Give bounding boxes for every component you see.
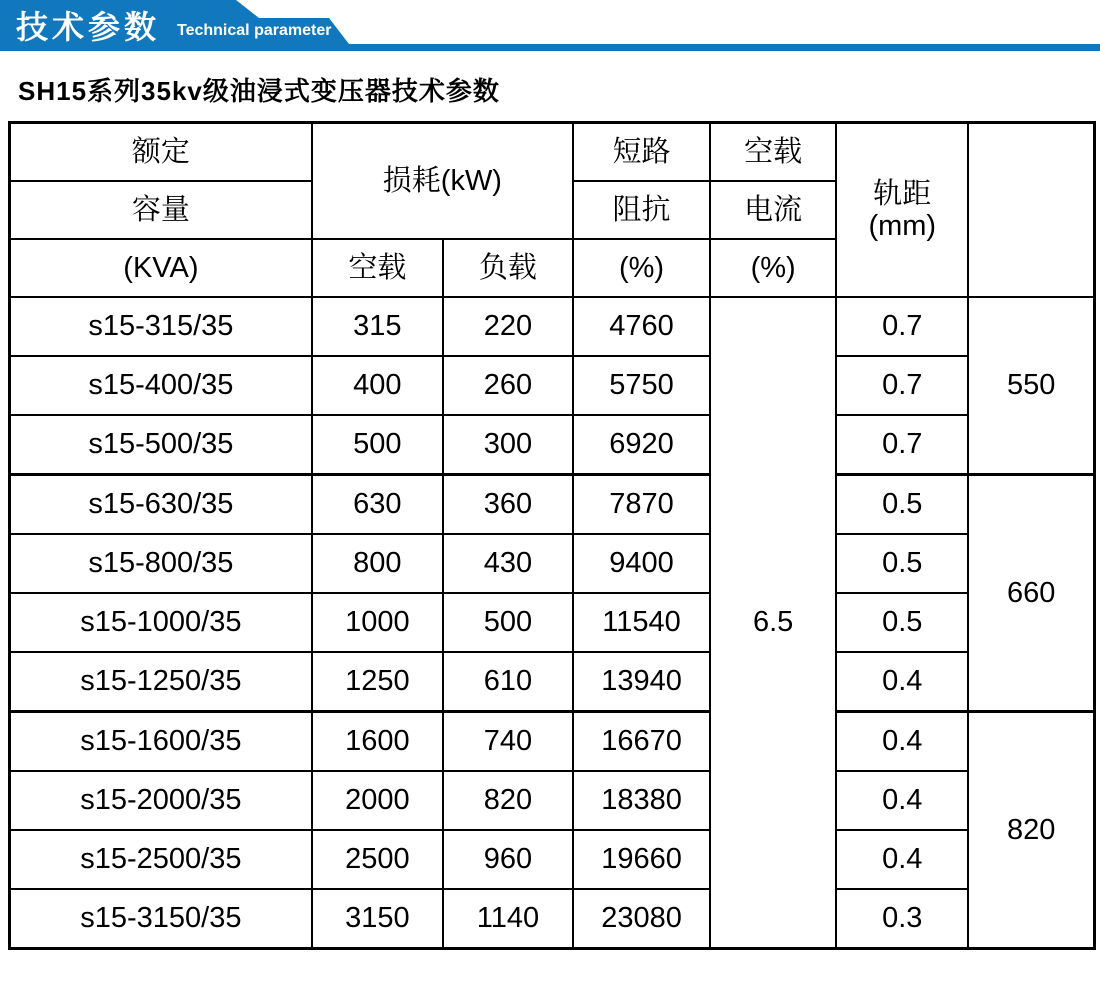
banner-title: 技术参数 xyxy=(16,9,161,45)
impedance-cell: 23080 xyxy=(573,889,710,949)
impedance-cell: 7870 xyxy=(573,475,710,535)
noload-loss-cell: 3150 xyxy=(312,889,443,949)
gauge-cell: 0.7 xyxy=(836,297,968,356)
noload-loss-cell: 315 xyxy=(312,297,443,356)
load-loss-cell: 360 xyxy=(443,475,573,535)
unlabeled-value-cell: 660 xyxy=(968,475,1094,712)
model-cell: s15-2000/35 xyxy=(10,771,312,830)
gauge-cell: 0.7 xyxy=(836,356,968,415)
model-cell: s15-2500/35 xyxy=(10,830,312,889)
gauge-cell: 0.5 xyxy=(836,593,968,652)
load-loss-cell: 260 xyxy=(443,356,573,415)
table-row xyxy=(10,771,1095,830)
header-banner xyxy=(0,0,1100,51)
header-row-1 xyxy=(10,123,1095,182)
load-loss-cell: 430 xyxy=(443,534,573,593)
table-row xyxy=(10,415,1095,475)
unlabeled-value-cell: 550 xyxy=(968,297,1094,475)
load-loss-cell: 610 xyxy=(443,652,573,712)
banner-ribbon-shape xyxy=(0,0,1100,51)
load-loss-cell: 500 xyxy=(443,593,573,652)
gauge-cell: 0.5 xyxy=(836,534,968,593)
model-cell: s15-1600/35 xyxy=(10,712,312,772)
noload-loss-cell: 500 xyxy=(312,415,443,475)
load-loss-cell: 1140 xyxy=(443,889,573,949)
header-loss-noload: 空载 xyxy=(312,239,443,297)
banner-subtitle: Technical parameter xyxy=(177,22,332,39)
model-cell: s15-3150/35 xyxy=(10,889,312,949)
load-loss-cell: 220 xyxy=(443,297,573,356)
model-cell: s15-500/35 xyxy=(10,415,312,475)
table-row xyxy=(10,652,1095,712)
noload-loss-cell: 800 xyxy=(312,534,443,593)
header-noload-current-line1: 空载 xyxy=(710,123,836,182)
table-row xyxy=(10,475,1095,535)
gauge-cell: 0.4 xyxy=(836,771,968,830)
load-loss-cell: 300 xyxy=(443,415,573,475)
section-heading: SH15系列35kv级油浸式变压器技术参数 xyxy=(18,76,500,106)
load-loss-cell: 820 xyxy=(443,771,573,830)
gauge-cell: 0.5 xyxy=(836,475,968,535)
table-row xyxy=(10,356,1095,415)
noload-loss-cell: 2000 xyxy=(312,771,443,830)
header-rated-capacity-line1: 额定 xyxy=(10,123,312,182)
spec-table-body xyxy=(10,297,1095,949)
impedance-cell: 13940 xyxy=(573,652,710,712)
model-cell: s15-315/35 xyxy=(10,297,312,356)
impedance-cell: 4760 xyxy=(573,297,710,356)
table-row xyxy=(10,712,1095,772)
impedance-cell: 6920 xyxy=(573,415,710,475)
header-track-gauge-line1: 轨距 xyxy=(873,177,932,210)
header-rated-capacity-line3: (KVA) xyxy=(10,239,312,297)
impedance-cell: 9400 xyxy=(573,534,710,593)
load-loss-cell: 740 xyxy=(443,712,573,772)
impedance-cell: 19660 xyxy=(573,830,710,889)
table-row xyxy=(10,534,1095,593)
header-impedance-line3: (%) xyxy=(573,239,710,297)
noload-loss-cell: 2500 xyxy=(312,830,443,889)
header-impedance-line2: 阻抗 xyxy=(573,181,710,239)
model-cell: s15-800/35 xyxy=(10,534,312,593)
impedance-cell: 11540 xyxy=(573,593,710,652)
table-row xyxy=(10,593,1095,652)
table-row xyxy=(10,297,1095,356)
impedance-cell: 16670 xyxy=(573,712,710,772)
table-row xyxy=(10,889,1095,949)
unlabeled-value-cell: 820 xyxy=(968,712,1094,949)
spec-table xyxy=(8,121,1096,950)
header-loss-load: 负载 xyxy=(443,239,573,297)
header-rated-capacity-line2: 容量 xyxy=(10,181,312,239)
table-row xyxy=(10,830,1095,889)
impedance-cell: 5750 xyxy=(573,356,710,415)
load-loss-cell: 960 xyxy=(443,830,573,889)
spec-table-header xyxy=(10,123,1095,298)
gauge-cell: 0.4 xyxy=(836,712,968,772)
model-cell: s15-1250/35 xyxy=(10,652,312,712)
noload-loss-cell: 630 xyxy=(312,475,443,535)
noload-loss-cell: 400 xyxy=(312,356,443,415)
header-noload-current-line3: (%) xyxy=(710,239,836,297)
noload-loss-cell: 1000 xyxy=(312,593,443,652)
header-track-gauge xyxy=(836,123,968,298)
header-unlabeled-column xyxy=(968,123,1094,298)
model-cell: s15-630/35 xyxy=(10,475,312,535)
model-cell: s15-1000/35 xyxy=(10,593,312,652)
header-loss-kw: 损耗(kW) xyxy=(312,123,573,240)
gauge-cell: 0.3 xyxy=(836,889,968,949)
gauge-cell: 0.7 xyxy=(836,415,968,475)
impedance-cell: 18380 xyxy=(573,771,710,830)
header-noload-current-line2: 电流 xyxy=(710,181,836,239)
noload-loss-cell: 1600 xyxy=(312,712,443,772)
header-track-gauge-line2: (mm) xyxy=(868,210,937,242)
header-impedance-line1: 短路 xyxy=(573,123,710,182)
noload-current-merged-cell: 6.5 xyxy=(710,297,836,949)
noload-loss-cell: 1250 xyxy=(312,652,443,712)
gauge-cell: 0.4 xyxy=(836,830,968,889)
gauge-cell: 0.4 xyxy=(836,652,968,712)
model-cell: s15-400/35 xyxy=(10,356,312,415)
